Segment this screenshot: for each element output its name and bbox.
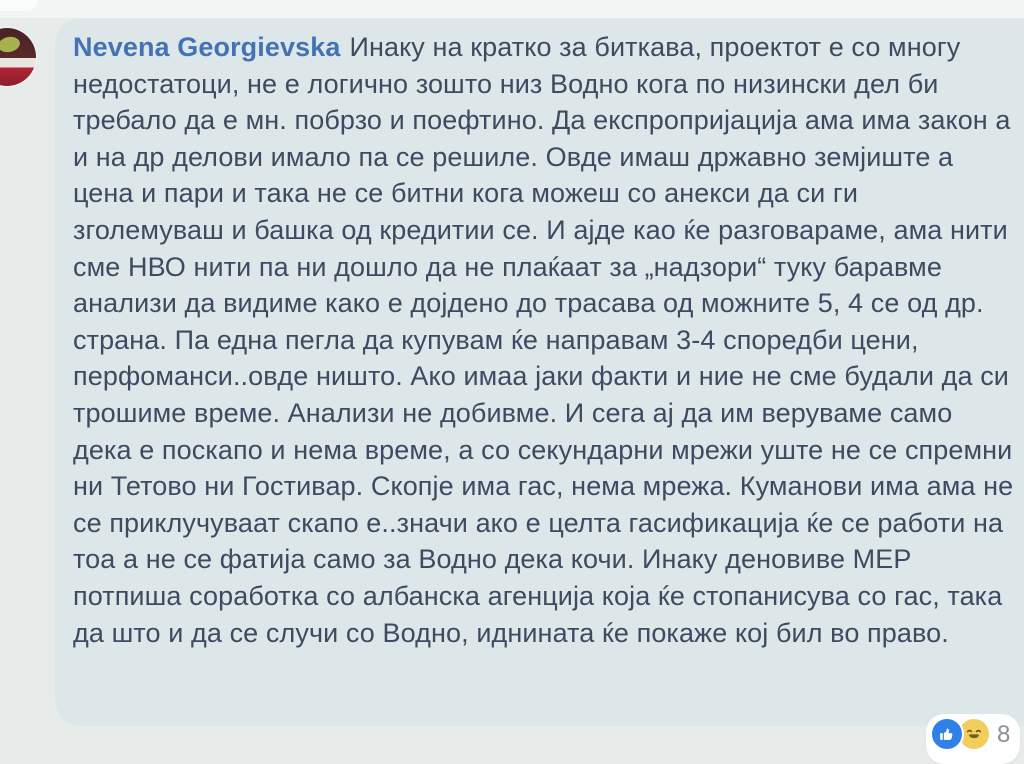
reactions-badge[interactable] (926, 714, 1020, 764)
comment-bubble (55, 18, 1024, 726)
comment-body: Инаку на кратко за биткава, проектот е со многу недостатоци, не е логично зошто низ Водно кога по низински дел би требало да е мн. побрзо и поефтино. Да експропријација ама има закон а и на др делови имало па се решиле. Овде имаш државно земјиште а цена и пари и така не се битни кога можеш со анекси да си ги зголемуваш и башка од кредитии се. И ајде као ќе разговараме, ама нити сме НВО нити па ни дошло да не плаќаат за „надзори“ туку баравме анализи да видиме како е дојдено до трасава од можните 5, 4 се од др. страна. Па една пегла да купувам ќе направам 3-4 споредби цени, перфоманси..овде ништо. Ако имаа јаки факти и ние не сме будали да си трошиме време. Анализи не добивме. И сега ај да им веруваме само дека е поскапо и нема време, а со секундарни мрежи уште не се спремни ни Тетово ни Гостивар. Скопје има гас, нема мрежа. Куманови има ама не се приклучуваат скапо е..значи ако е целта гасификација ќе се работи на тоа а не се фатија само за Водно дека кочи. Инаку деновиве МЕР потпиша соработка со албанска агенција која ќе стопанисува со гас, така да што и да се случи со Водно, иднината ќе покаже кој бил во право. (73, 32, 1014, 648)
avatar-photo-detail (0, 35, 21, 54)
author-link[interactable]: Nevena Georgievska (73, 32, 341, 62)
avatar[interactable] (0, 28, 36, 86)
previous-comment-fragment (0, 0, 38, 11)
comment-text (55, 18, 1024, 651)
reaction-count: 8 (997, 721, 1011, 748)
previous-comment-gap (0, 0, 1024, 18)
like-icon (930, 717, 964, 751)
